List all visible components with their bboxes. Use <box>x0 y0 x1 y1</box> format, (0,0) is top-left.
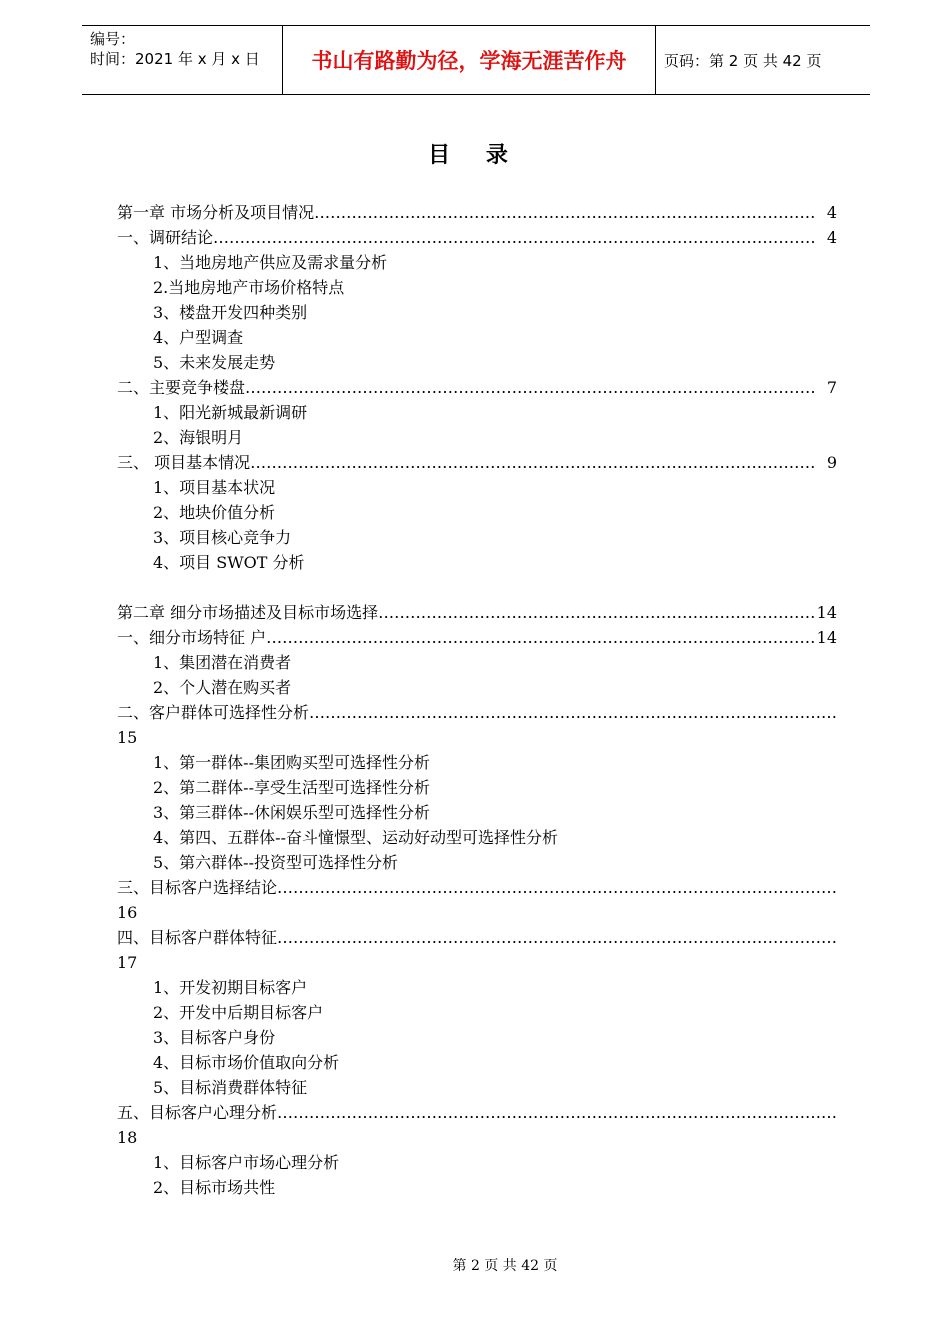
toc-entry-label: 五、目标客户心理分析 <box>117 1103 278 1122</box>
toc-entry <box>117 1100 837 1125</box>
toc-leader-dots <box>250 450 817 475</box>
page-footer: 第 2 页 共 42 页 <box>452 1258 558 1274</box>
toc-leader-dots <box>378 600 815 625</box>
toc-subitem: 1、阳光新城最新调研 <box>153 403 308 422</box>
toc-subitem: 2、第二群体--享受生活型可选择性分析 <box>153 778 430 797</box>
toc-page-number: 16 <box>117 903 138 922</box>
toc-subitem: 1、第一群体--集团购买型可选择性分析 <box>153 753 430 772</box>
time-label: 时间：2021 年 x 月 x 日 <box>90 50 260 68</box>
toc-entry <box>117 625 837 650</box>
toc-subitem: 2.当地房地产市场价格特点 <box>153 278 345 297</box>
toc-leader-dots <box>277 875 837 900</box>
toc-subitem: 5、未来发展走势 <box>153 353 276 372</box>
toc-subitem: 4、项目 SWOT 分析 <box>153 553 305 572</box>
toc-subitem: 3、第三群体--休闲娱乐型可选择性分析 <box>153 803 430 822</box>
toc-entry-label: 四、目标客户群体特征 <box>117 928 278 947</box>
toc-subitem: 1、集团潜在消费者 <box>153 653 292 672</box>
toc-leader-dots <box>245 375 817 400</box>
toc-page-number: 4 <box>826 203 837 222</box>
toc-title: 目 录 <box>428 143 522 168</box>
toc-entry-label: 二、客户群体可选择性分析 <box>117 703 310 722</box>
toc-subitem: 1、项目基本状况 <box>153 478 276 497</box>
toc-entry <box>117 375 837 400</box>
toc-subitem: 1、目标客户市场心理分析 <box>153 1153 340 1172</box>
toc-leader-dots <box>213 225 817 250</box>
toc-entry <box>117 450 837 475</box>
toc-entry <box>117 600 837 625</box>
toc-subitem: 2、目标市场共性 <box>153 1178 276 1197</box>
toc-subitem: 1、开发初期目标客户 <box>153 978 308 997</box>
toc-page-number: 17 <box>117 953 138 972</box>
toc-subitem: 5、目标消费群体特征 <box>153 1078 308 1097</box>
toc-subitem: 2、海银明月 <box>153 428 244 447</box>
header-motto: 书山有路勤为径，学海无涯苦作舟 <box>282 26 656 94</box>
toc-subitem: 2、开发中后期目标客户 <box>153 1003 324 1022</box>
toc-entry-label: 三、 项目基本情况 <box>117 453 251 472</box>
toc-entry <box>117 925 837 950</box>
table-of-contents <box>117 200 837 1200</box>
toc-entry <box>117 200 837 225</box>
toc-leader-dots <box>309 700 837 725</box>
toc-page-number: 4 <box>826 228 837 247</box>
toc-page-number: 7 <box>826 378 837 397</box>
header-meta <box>82 26 282 97</box>
toc-entry <box>117 875 837 900</box>
toc-entry-label: 二、主要竞争楼盘 <box>117 378 246 397</box>
toc-subitem: 3、项目核心竞争力 <box>153 528 292 547</box>
page-header <box>82 25 870 95</box>
toc-subitem: 3、目标客户身份 <box>153 1028 276 1047</box>
toc-leader-dots <box>277 925 837 950</box>
toc-subitem: 4、目标市场价值取向分析 <box>153 1053 340 1072</box>
toc-subitem: 4、户型调查 <box>153 328 244 347</box>
toc-leader-dots <box>266 625 815 650</box>
toc-spacer <box>117 575 837 600</box>
toc-subitem: 5、第六群体--投资型可选择性分析 <box>153 853 398 872</box>
toc-page-number: 9 <box>826 453 837 472</box>
toc-entry <box>117 225 837 250</box>
toc-page-number: 14 <box>816 628 837 647</box>
toc-subitem: 2、地块价值分析 <box>153 503 276 522</box>
toc-page-number: 18 <box>117 1128 138 1147</box>
toc-entry-label: 一、调研结论 <box>117 228 214 247</box>
toc-subitem: 3、楼盘开发四种类别 <box>153 303 308 322</box>
toc-entry <box>117 700 837 725</box>
toc-page-number: 15 <box>117 728 138 747</box>
toc-subitem: 4、第四、五群体--奋斗憧憬型、运动好动型可选择性分析 <box>153 828 558 847</box>
header-page-info: 页码：第 2 页 共 42 页 <box>664 51 822 70</box>
toc-page-number: 14 <box>816 603 837 622</box>
toc-entry-label: 三、目标客户选择结论 <box>117 878 278 897</box>
toc-subitem: 1、当地房地产供应及需求量分析 <box>153 253 388 272</box>
toc-entry-label: 第二章 细分市场描述及目标市场选择 <box>117 603 379 622</box>
toc-leader-dots <box>277 1100 837 1125</box>
toc-entry-label: 一、细分市场特征 户 <box>117 628 267 647</box>
toc-leader-dots <box>314 200 817 225</box>
toc-subitem: 2、个人潜在购买者 <box>153 678 292 697</box>
toc-entry-label: 第一章 市场分析及项目情况 <box>117 203 315 222</box>
serial-label: 编号： <box>90 30 136 48</box>
